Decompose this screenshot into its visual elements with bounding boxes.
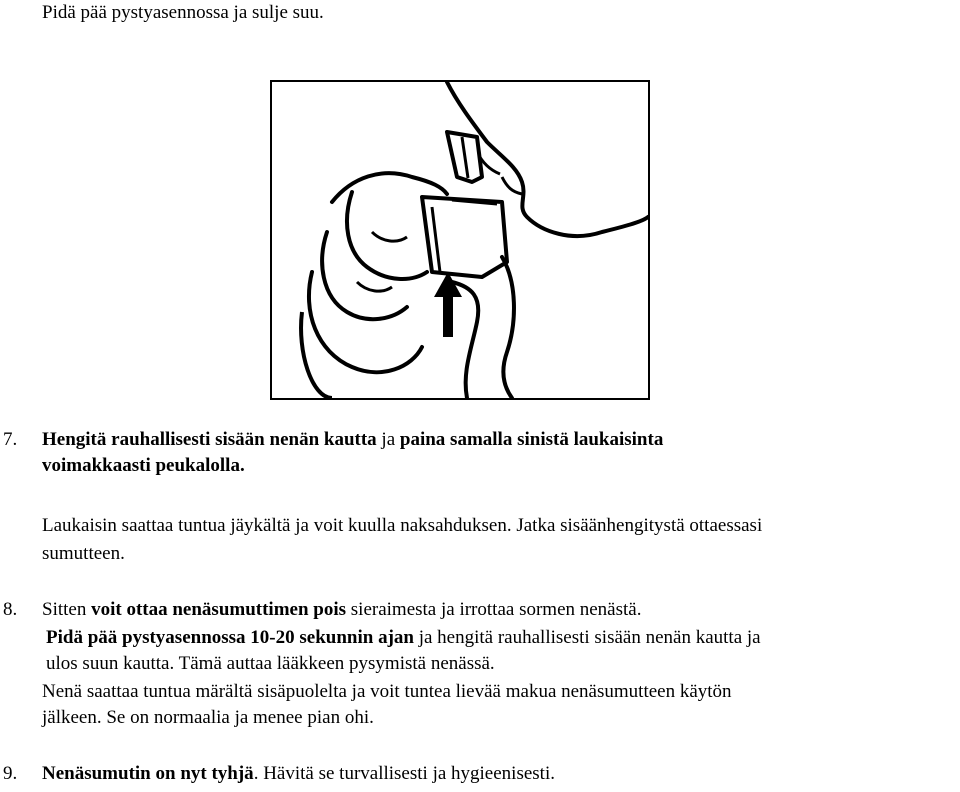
step-9-bold: Nenäsumutin on nyt tyhjä xyxy=(42,763,254,784)
step-8-number: 8. xyxy=(3,599,18,620)
step-7-mid: ja xyxy=(376,429,400,450)
step-7-note-line-2: sumutteen. xyxy=(42,543,125,564)
step-7-number: 7. xyxy=(3,429,18,450)
step-7-line-1 xyxy=(42,429,663,451)
step-8-l1-bold: voit ottaa nenäsumuttimen pois xyxy=(91,599,347,620)
step-7-bold-c: voimakkaasti peukalolla. xyxy=(42,455,245,476)
step-8-l1-b: sieraimesta ja irrottaa sormen nenästä. xyxy=(346,599,642,620)
step-7-note-line-1: Laukaisin saattaa tuntua jäykältä ja voit kuulla naksahduksen. Jatka sisäänhengitystä ottaessasi xyxy=(42,515,763,536)
step-9-number: 9. xyxy=(3,763,18,784)
nasal-spray-icon xyxy=(272,82,648,398)
step-8-line-3: ulos suun kautta. Tämä auttaa lääkkeen pysymistä nenässä. xyxy=(46,653,495,674)
step-7-bold-a: Hengitä rauhallisesti sisään nenän kautta xyxy=(42,429,377,450)
step-7-bold-b: paina samalla sinistä laukaisinta xyxy=(399,429,664,450)
step-8-l1-a: Sitten xyxy=(42,599,92,620)
step-8-l2-bold: Pidä pää pystyasennossa 10-20 sekunnin ajan xyxy=(46,627,414,648)
step-8-line-4: Nenä saattaa tuntua märältä sisäpuolelta ja voit tuntea lievää makua nenäsumutteen käytön xyxy=(42,681,732,702)
step-7-line-2 xyxy=(42,455,245,477)
step-8-line-1 xyxy=(42,599,641,621)
step-9-rest: . Hävitä se turvallisesti ja hygieenisesti. xyxy=(253,763,555,784)
step-8-line-5: jälkeen. Se on normaalia ja menee pian ohi. xyxy=(42,707,374,728)
step-8-l2-b: ja hengitä rauhallisesti sisään nenän kautta ja xyxy=(413,627,761,648)
nasal-spray-illustration xyxy=(270,80,650,400)
step-8-line-2 xyxy=(46,627,761,649)
intro-text: Pidä pää pystyasennossa ja sulje suu. xyxy=(42,2,324,23)
step-9-line xyxy=(42,763,555,785)
